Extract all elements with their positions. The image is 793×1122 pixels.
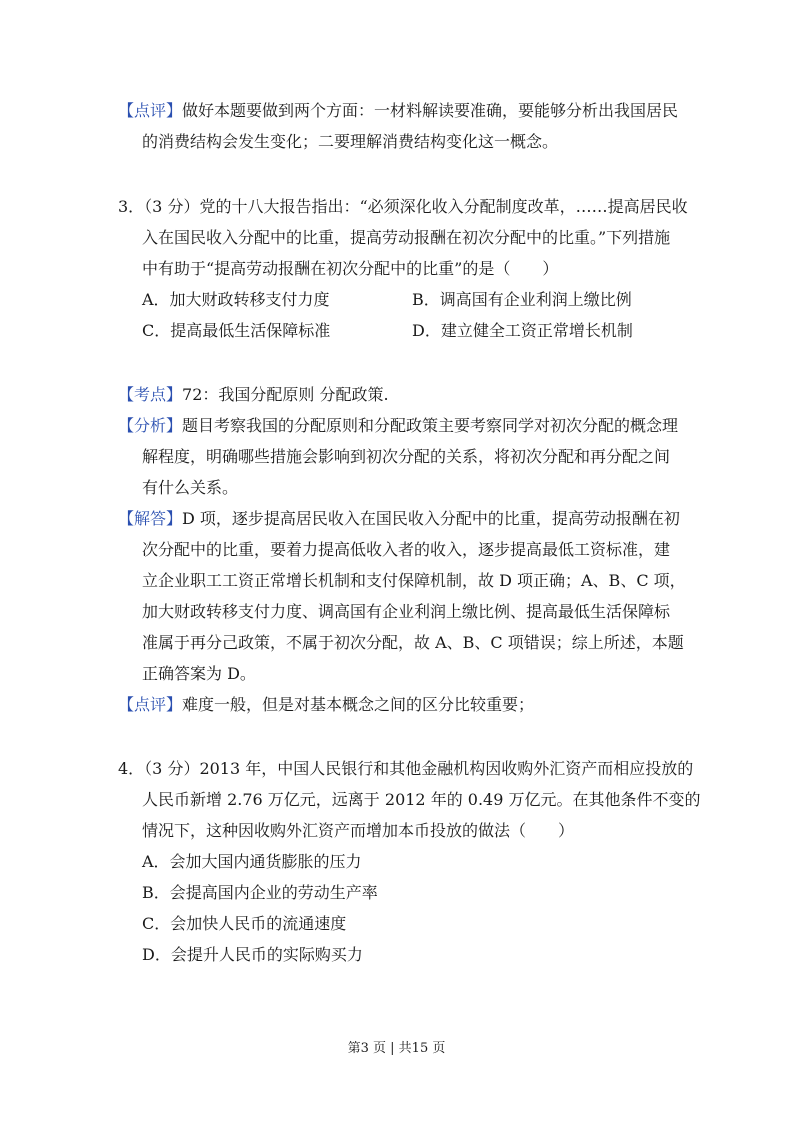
q3-stem-line-2: 入在国民收入分配中的比重，提高劳动报酬在初次分配中的比重。”下列措施: [142, 228, 671, 247]
jieda-tag: 【解答】: [118, 509, 183, 528]
q3-dianping: 【点评】难度一般，但是对基本概念之间的区分比较重要；: [118, 695, 535, 714]
kaodian-tag: 【考点】: [118, 385, 183, 404]
q3-stem-line-1: 3．（3 分）党的十八大报告指出：“必须深化收入分配制度改革，……提高居民收: [118, 197, 688, 216]
q3-option-d: D．建立健全工资正常增长机制: [412, 321, 633, 340]
q3-option-b: B．调高国有企业利润上缴比例: [412, 290, 632, 309]
dianping-line-2: 的消费结构会发生变化；二要理解消费结构变化这一概念。: [142, 132, 559, 151]
q3-option-a: A．加大财政转移支付力度: [142, 290, 330, 309]
q3-jieda-line-5: 准属于再分己政策，不属于初次分配，故 A、B、C 项错误；综上所述，本题: [142, 633, 684, 652]
q3-jieda-line-6: 正确答案为 D。: [142, 664, 256, 683]
q3-stem-line-3: 中有助于“提高劳动报酬在初次分配中的比重”的是（ ）: [142, 259, 559, 278]
q3-jieda-line-1: 【解答】D 项，逐步提高居民收入在国民收入分配中的比重，提高劳动报酬在初: [118, 509, 680, 528]
q3-jieda-line-2: 次分配中的比重，要着力提高低收入者的收入，逐步提高最低工资标准，建: [142, 540, 671, 559]
q3-jieda-line-3: 立企业职工工资正常增长机制和支付保障机制，故 D 项正确；A、B、C 项，: [142, 571, 686, 590]
dianping-tag: 【点评】: [118, 101, 183, 120]
dianping-line-1: 【点评】做好本题要做到两个方面：一材料解读要准确，要能够分析出我国居民: [118, 101, 679, 120]
fenxi-tag: 【分析】: [118, 416, 183, 435]
q4-option-c: C．会加快人民币的流通速度: [142, 914, 347, 933]
q3-fenxi-line-1: 【分析】题目考察我国的分配原则和分配政策主要考察同学对初次分配的概念理: [118, 416, 679, 435]
q3-fenxi-line-3: 有什么关系。: [142, 478, 239, 497]
dianping-tag-2: 【点评】: [118, 695, 183, 714]
q3-fenxi-line-2: 解程度，明确哪些措施会影响到初次分配的关系，将初次分配和再分配之间: [142, 447, 671, 466]
q4-option-d: D．会提升人民币的实际购买力: [142, 945, 363, 964]
q4-stem-line-2: 人民币新增 2.76 万亿元，远离于 2012 年的 0.49 万亿元。在其他条件不变的: [142, 790, 701, 809]
q4-stem-line-3: 情况下，这种因收购外汇资产而增加本币投放的做法（ ）: [142, 821, 575, 840]
q4-option-b: B．会提高国内企业的劳动生产率: [142, 883, 378, 902]
page-footer: 第3 页 | 共15 页: [347, 1041, 446, 1056]
q4-stem-line-1: 4．（3 分）2013 年，中国人民银行和其他金融机构因收购外汇资产而相应投放的: [118, 759, 694, 778]
q3-kaodian: 【考点】72：我国分配原则 分配政策.: [118, 385, 389, 404]
q3-jieda-line-4: 加大财政转移支付力度、调高国有企业利润上缴比例、提高最低生活保障标: [142, 602, 671, 621]
q4-option-a: A．会加大国内通货膨胀的压力: [142, 852, 362, 871]
q3-option-c: C．提高最低生活保障标准: [142, 321, 331, 340]
